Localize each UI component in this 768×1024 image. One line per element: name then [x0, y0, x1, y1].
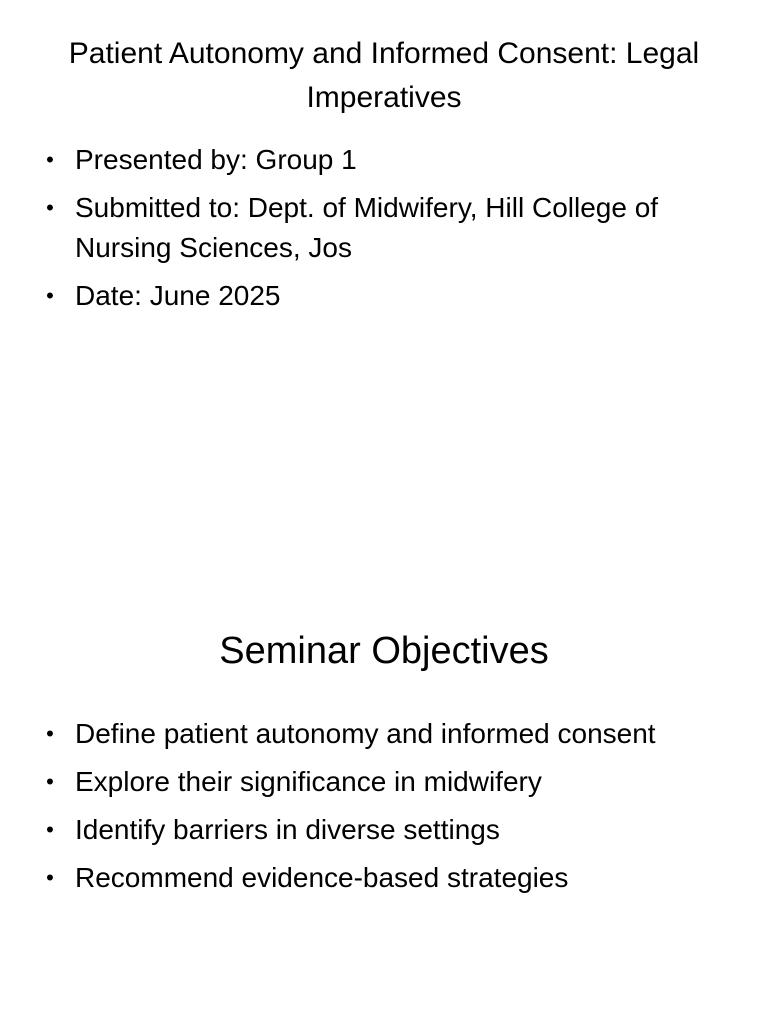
bullet-text: Submitted to: Dept. of Midwifery, Hill College of Nursing Sciences, Jos: [75, 192, 659, 263]
bullet-icon: •: [46, 721, 54, 746]
bullet-list: [44, 140, 724, 324]
bullet-icon: •: [46, 195, 54, 220]
bullet-icon: •: [46, 817, 54, 842]
bullet-list: [44, 714, 724, 906]
slide-title: Seminar Objectives: [219, 630, 549, 672]
bullet-item-objective: [44, 810, 724, 850]
bullet-item-presenter: [44, 140, 724, 180]
bullet-text: Define patient autonomy and informed consent: [75, 718, 656, 749]
bullet-item-objective: [44, 858, 724, 898]
bullet-icon: •: [46, 147, 54, 172]
bullet-text: Explore their significance in midwifery: [75, 766, 542, 797]
bullet-text: Recommend evidence-based strategies: [75, 862, 569, 893]
bullet-item-objective: [44, 714, 724, 754]
bullet-text: Identify barriers in diverse settings: [75, 814, 500, 845]
slide-title: Patient Autonomy and Informed Consent: Legal Imperatives: [68, 37, 700, 114]
bullet-icon: •: [46, 865, 54, 890]
bullet-item-objective: [44, 762, 724, 802]
bullet-item-date: [44, 276, 724, 316]
bullet-icon: •: [46, 769, 54, 794]
bullet-text: Presented by: Group 1: [75, 144, 357, 175]
bullet-item-submitted-to: [44, 188, 724, 268]
slide-objectives: [0, 512, 768, 1024]
bullet-icon: •: [46, 283, 54, 308]
bullet-text: Date: June 2025: [75, 280, 281, 311]
